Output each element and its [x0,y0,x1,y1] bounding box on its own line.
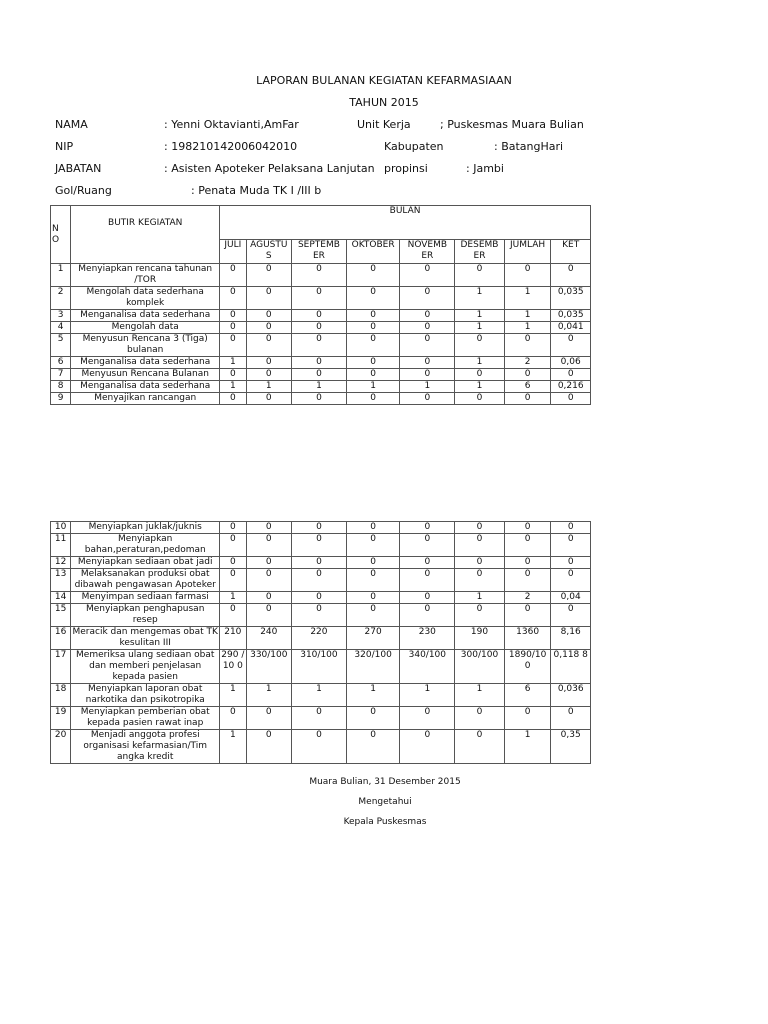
table-row [51,684,591,707]
value-cell: 0 [220,393,246,405]
row-number: 17 [51,650,71,684]
butir-kegiatan-cell: Mengolah data [71,322,220,334]
value-cell: 0 [455,730,505,764]
table-row [51,287,591,310]
value-cell: 0 [346,730,400,764]
value-cell: 0 [400,557,455,569]
value-cell: 0,041 [551,322,591,334]
value-cell: 0 [346,534,400,557]
value-cell: 0 [551,604,591,627]
activity-table-part-2 [50,521,591,764]
value-cell: 0 [346,604,400,627]
month-header: NOVEMB ER [400,240,455,264]
value-cell: 0 [220,310,246,322]
row-number: 1 [51,264,71,287]
value-cell: 0 [455,604,505,627]
value-cell: 0,216 [551,381,591,393]
value-cell: 0 [246,357,292,369]
value-cell: 0 [246,322,292,334]
row-number: 14 [51,592,71,604]
value-cell: 230 [400,627,455,650]
value-cell: 0 [346,557,400,569]
value-cell: 0 [551,569,591,592]
row-number: 3 [51,310,71,322]
value-cell: 340/100 [400,650,455,684]
value-cell: 0 [346,369,400,381]
value-cell: 1 [504,730,551,764]
table-row [51,569,591,592]
value-cell: 0 [246,393,292,405]
value-cell: 0 [292,357,347,369]
col-header-butir-kegiatan: BUTIR KEGIATAN [71,206,220,264]
row-number: 20 [51,730,71,764]
value-cell: 240 [246,627,292,650]
report-year: TAHUN 2015 [349,96,419,109]
value-cell: 0 [292,334,347,357]
row-number: 19 [51,707,71,730]
value-cell: 1 [292,381,347,393]
value-cell: 0 [292,393,347,405]
table-row [51,322,591,334]
value-cell: 1 [220,357,246,369]
value-cell: 0 [400,334,455,357]
activity-table-part-1 [50,205,591,405]
label-unit-kerja: Unit Kerja [357,118,411,131]
table-row [51,393,591,405]
butir-kegiatan-cell: Mengolah data sederhana komplek [71,287,220,310]
value-cell: 0,35 [551,730,591,764]
month-header: SEPTEMB ER [292,240,347,264]
value-cell: 210 [220,627,246,650]
value-cell: 0 [400,592,455,604]
value-jabatan: : Asisten Apoteker Pelaksana Lanjutan [164,162,375,175]
value-cell: 1 [455,592,505,604]
table-row [51,707,591,730]
value-cell: 0 [346,357,400,369]
value-cell: 0,036 [551,684,591,707]
value-propinsi: : Jambi [466,162,504,175]
value-cell: 0 [504,557,551,569]
value-cell: 0 [504,569,551,592]
value-cell: 0 [455,569,505,592]
value-cell: 6 [504,684,551,707]
col-header-no: N O [51,206,71,264]
value-gol-ruang: : Penata Muda TK I /III b [191,184,322,197]
value-cell: 0 [246,369,292,381]
value-cell: 0 [504,522,551,534]
value-cell: 0 [504,264,551,287]
value-cell: 0 [346,522,400,534]
value-cell: 0,118 8 [551,650,591,684]
month-header: AGUSTU S [246,240,292,264]
value-cell: 0 [220,569,246,592]
value-cell: 330/100 [246,650,292,684]
value-cell: 0 [346,310,400,322]
label-gol-ruang: Gol/Ruang [55,184,112,197]
value-cell: 1360 [504,627,551,650]
value-cell: 0 [455,393,505,405]
value-cell: 0 [346,569,400,592]
row-number: 16 [51,627,71,650]
value-cell: 0 [346,264,400,287]
value-cell: 0 [400,569,455,592]
month-header: JUMLAH [504,240,551,264]
value-cell: 0 [400,310,455,322]
value-cell: 0 [400,264,455,287]
value-cell: 0 [246,522,292,534]
value-cell: 0 [246,569,292,592]
value-cell: 0 [504,393,551,405]
row-number: 6 [51,357,71,369]
value-cell: 0 [400,322,455,334]
value-cell: 1890/10 0 [504,650,551,684]
col-header-bulan: BULAN [220,206,591,240]
value-cell: 0 [246,730,292,764]
value-cell: 0 [246,264,292,287]
value-nama: : Yenni Oktavianti,AmFar [164,118,299,131]
value-cell: 1 [346,684,400,707]
label-jabatan: JABATAN [55,162,102,175]
row-number: 9 [51,393,71,405]
value-cell: 0 [400,369,455,381]
value-cell: 190 [455,627,505,650]
value-cell: 0 [400,730,455,764]
label-nama: NAMA [55,118,88,131]
value-cell: 0 [292,369,347,381]
row-number: 7 [51,369,71,381]
value-cell: 1 [400,381,455,393]
value-cell: 0 [220,322,246,334]
butir-kegiatan-cell: Memeriksa ulang sediaan obat dan memberi penjelasan kepada pasien [71,650,220,684]
value-cell: 0 [292,557,347,569]
label-nip: NIP [55,140,74,153]
value-cell: 0 [292,310,347,322]
table-body-part-1 [51,264,591,405]
value-cell: 0 [455,557,505,569]
value-cell: 0 [292,322,347,334]
value-cell: 8,16 [551,627,591,650]
butir-kegiatan-cell: Menyimpan sediaan farmasi [71,592,220,604]
butir-kegiatan-cell: Melaksanakan produksi obat dibawah pengawasan Apoteker [71,569,220,592]
value-cell: 0 [246,287,292,310]
value-cell: 0 [220,534,246,557]
table-row [51,627,591,650]
value-cell: 1 [455,684,505,707]
row-number: 18 [51,684,71,707]
value-cell: 6 [504,381,551,393]
table-row [51,334,591,357]
label-propinsi: propinsi [384,162,428,175]
table-row [51,557,591,569]
value-cell: 0,04 [551,592,591,604]
value-cell: 0 [400,707,455,730]
value-nip: : 198210142006042010 [164,140,298,153]
butir-kegiatan-cell: Menganalisa data sederhana [71,310,220,322]
label-kabupaten: Kabupaten [384,140,444,153]
value-cell: 1 [504,322,551,334]
value-cell: 0,06 [551,357,591,369]
butir-kegiatan-cell: Menyiapkan laporan obat narkotika dan psikotropika [71,684,220,707]
value-cell: 0 [504,604,551,627]
table-row [51,369,591,381]
report-title: LAPORAN BULANAN KEGIATAN KEFARMASIAAN [256,74,512,87]
value-cell: 0 [246,604,292,627]
butir-kegiatan-cell: Meracik dan mengemas obat TK kesulitan III [72,627,218,648]
value-cell: 0 [246,310,292,322]
value-cell: 0 [455,264,505,287]
value-cell: 1 [220,684,246,707]
table-row [51,264,591,287]
value-cell: 0 [346,322,400,334]
row-number: 13 [51,569,71,592]
value-cell: 0 [551,393,591,405]
value-cell: 1 [504,287,551,310]
value-cell: 310/100 [292,650,347,684]
butir-kegiatan-cell: Menjadi anggota profesi organisasi kefarmasian/Tim angka kredit [71,730,220,764]
value-cell: 2 [504,592,551,604]
value-kabupaten: : BatangHari [494,140,564,153]
value-cell: 0 [292,730,347,764]
value-cell: 1 [220,592,246,604]
value-cell: 0 [246,334,292,357]
value-cell: 320/100 [346,650,400,684]
value-cell: 0 [246,592,292,604]
value-cell: 0 [220,604,246,627]
value-cell: 0 [504,334,551,357]
value-cell: 0 [292,534,347,557]
row-number: 8 [51,381,71,393]
butir-kegiatan-cell: Menyiapkan rencana tahunan /TOR [71,264,220,287]
value-cell: 0 [220,557,246,569]
butir-kegiatan-cell: Menyiapkan penghapusan resep [71,604,220,627]
value-cell: 0 [346,287,400,310]
table-row [51,650,591,684]
value-cell: 0 [551,534,591,557]
value-cell: 1 [455,357,505,369]
table-row [51,592,591,604]
table-row [51,522,591,534]
value-cell: 1 [455,287,505,310]
month-header: KET [551,240,591,264]
value-cell: 0 [400,534,455,557]
value-cell: 1 [455,381,505,393]
value-cell: 0 [292,592,347,604]
value-cell: 0 [455,707,505,730]
value-cell: 0 [346,707,400,730]
row-number: 11 [51,534,71,557]
butir-kegiatan-cell: Menyiapkan bahan,peraturan,pedoman [71,534,220,557]
value-cell: 300/100 [455,650,505,684]
value-cell: 0 [400,393,455,405]
value-cell: 1 [220,730,246,764]
value-cell: 0 [455,522,505,534]
mengetahui-label: Mengetahui [358,797,412,807]
value-cell: 0 [292,707,347,730]
value-cell: 0 [220,707,246,730]
value-cell: 0 [551,522,591,534]
value-cell: 0 [346,592,400,604]
value-cell: 0 [400,287,455,310]
table-row [51,357,591,369]
value-cell: 1 [220,381,246,393]
table-row [51,310,591,322]
value-cell: 0 [504,707,551,730]
value-cell: 1 [292,684,347,707]
value-cell: 0 [292,287,347,310]
value-cell: 0 [220,369,246,381]
row-number: 15 [51,604,71,627]
row-number: 12 [51,557,71,569]
table-body-part-2 [51,522,591,764]
value-cell: 0 [455,534,505,557]
value-cell: 1 [246,684,292,707]
value-unit-kerja: ; Puskesmas Muara Bulian [440,118,584,131]
value-cell: 1 [400,684,455,707]
value-cell: 0 [220,522,246,534]
row-number: 5 [51,334,71,357]
place-date: Muara Bulian, 31 Desember 2015 [309,777,461,787]
butir-kegiatan-cell: Menyiapkan pemberian obat kepada pasien rawat inap [71,707,220,730]
value-cell: 0 [220,334,246,357]
butir-kegiatan-cell: Menyusun Rencana 3 (Tiga) bulanan [71,334,220,357]
value-cell: 0 [346,393,400,405]
butir-kegiatan-cell: Menganalisa data sederhana [71,381,220,393]
butir-kegiatan-cell: Menyiapkan juklak/juknis [71,522,220,534]
value-cell: 0,035 [551,310,591,322]
value-cell: 0 [551,369,591,381]
row-number: 4 [51,322,71,334]
value-cell: 0 [551,264,591,287]
butir-kegiatan-cell: Menyajikan rancangan [71,393,220,405]
value-cell: 0 [292,264,347,287]
butir-kegiatan-cell: Menganalisa data sederhana [71,357,220,369]
value-cell: 0 [504,369,551,381]
value-cell: 0 [551,557,591,569]
table-row [51,534,591,557]
kepala-puskesmas-label: Kepala Puskesmas [343,817,427,827]
table-row [51,730,591,764]
value-cell: 1 [346,381,400,393]
value-cell: 0 [455,334,505,357]
butir-kegiatan-cell: Menyiapkan sediaan obat jadi [71,557,220,569]
value-cell: 0 [292,569,347,592]
month-header: JULI [220,240,246,264]
row-number: 2 [51,287,71,310]
value-cell: 270 [346,627,400,650]
value-cell: 0 [220,287,246,310]
value-cell: 0 [400,357,455,369]
value-cell: 1 [246,381,292,393]
value-cell: 0 [400,522,455,534]
value-cell: 0 [400,604,455,627]
value-cell: 2 [504,357,551,369]
value-cell: 0 [455,369,505,381]
value-cell: 0 [346,334,400,357]
value-cell: 0 [246,534,292,557]
value-cell: 220 [292,627,347,650]
value-cell: 0,035 [551,287,591,310]
value-cell: 0 [292,522,347,534]
value-cell: 1 [455,310,505,322]
value-cell: 290 /10 0 [220,650,246,684]
value-cell: 0 [292,604,347,627]
row-number: 10 [51,522,71,534]
month-header: OKTOBER [346,240,400,264]
value-cell: 1 [504,310,551,322]
value-cell: 0 [551,707,591,730]
value-cell: 0 [246,707,292,730]
value-cell: 0 [504,534,551,557]
value-cell: 0 [246,557,292,569]
value-cell: 1 [455,322,505,334]
value-cell: 0 [220,264,246,287]
table-row [51,381,591,393]
table-row [51,604,591,627]
value-cell: 0 [551,334,591,357]
butir-kegiatan-cell: Menyusun Rencana Bulanan [71,369,220,381]
month-header: DESEMB ER [455,240,505,264]
